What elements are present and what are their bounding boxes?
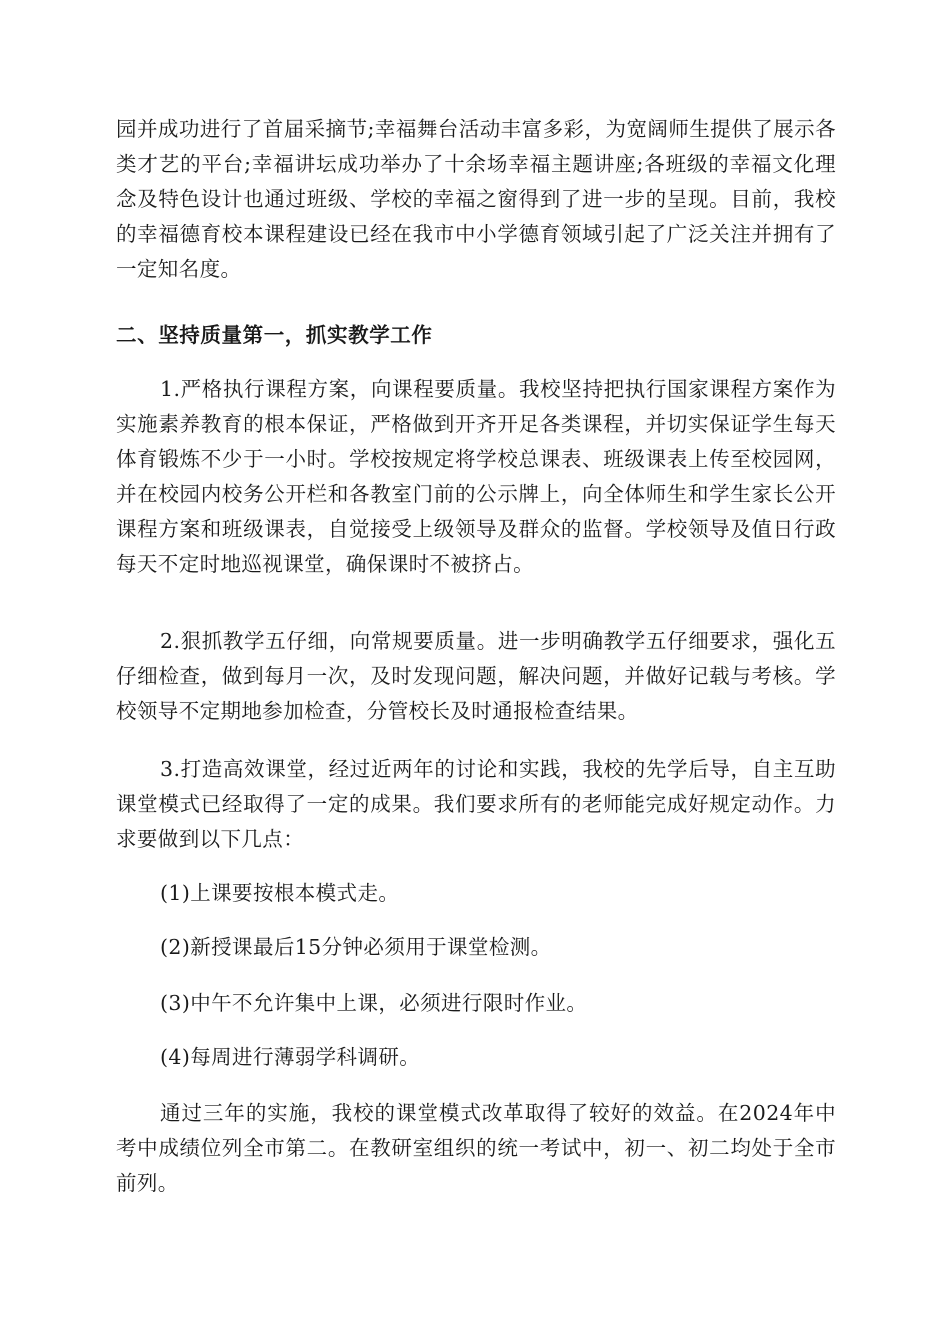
- paragraph-item-3: 3.打造高效课堂，经过近两年的讨论和实践，我校的先学后导，自主互助课堂模式已经取得了一定的成果。我们要求所有的老师能完成好规定动作。力求要做到以下几点：: [116, 757, 836, 851]
- paragraph-item-2: 2.狠抓教学五仔细，向常规要质量。进一步明确教学五仔细要求，强化五仔细检查，做到每月一次，及时发现问题，解决问题，并做好记载与考核。学校领导不定期地参加检查，分管校长及时通报检查结果。: [116, 629, 836, 723]
- list-item-4: (4)每周进行薄弱学科调研。: [160, 1045, 421, 1069]
- list-item-2: (2)新授课最后15分钟必须用于课堂检测。: [160, 935, 552, 959]
- list-item-3: (3)中午不允许集中上课，必须进行限时作业。: [160, 991, 588, 1015]
- paragraph-summary: 通过三年的实施，我校的课堂模式改革取得了较好的效益。在2024年中考中成绩位列全市第二。在教研室组织的统一考试中，初一、初二均处于全市前列。: [116, 1101, 836, 1195]
- paragraph-continued: 园并成功进行了首届采摘节;幸福舞台活动丰富多彩，为宽阔师生提供了展示各类才艺的平台;幸福讲坛成功举办了十余场幸福主题讲座;各班级的幸福文化理念及特色设计也通过班级、学校的幸福之窗得到了进一步的呈现。目前，我校的幸福德育校本课程建设已经在我市中小学德育领域引起了广泛关注并拥有了一定知名度。: [116, 117, 836, 281]
- list-item-1: (1)上课要按根本模式走。: [160, 881, 400, 905]
- section-heading: 二、坚持质量第一，抓实教学工作: [116, 323, 433, 347]
- paragraph-item-1: 1.严格执行课程方案，向课程要质量。我校坚持把执行国家课程方案作为实施素养教育的根本保证，严格做到开齐开足各类课程，并切实保证学生每天体育锻炼不少于一小时。学校按规定将学校总课表、班级课表上传至校园网，并在校园内校务公开栏和各教室门前的公示牌上，向全体师生和学生家长公开课程方案和班级课表，自觉接受上级领导及群众的监督。学校领导及值日行政每天不定时地巡视课堂，确保课时不被挤占。: [116, 377, 836, 576]
